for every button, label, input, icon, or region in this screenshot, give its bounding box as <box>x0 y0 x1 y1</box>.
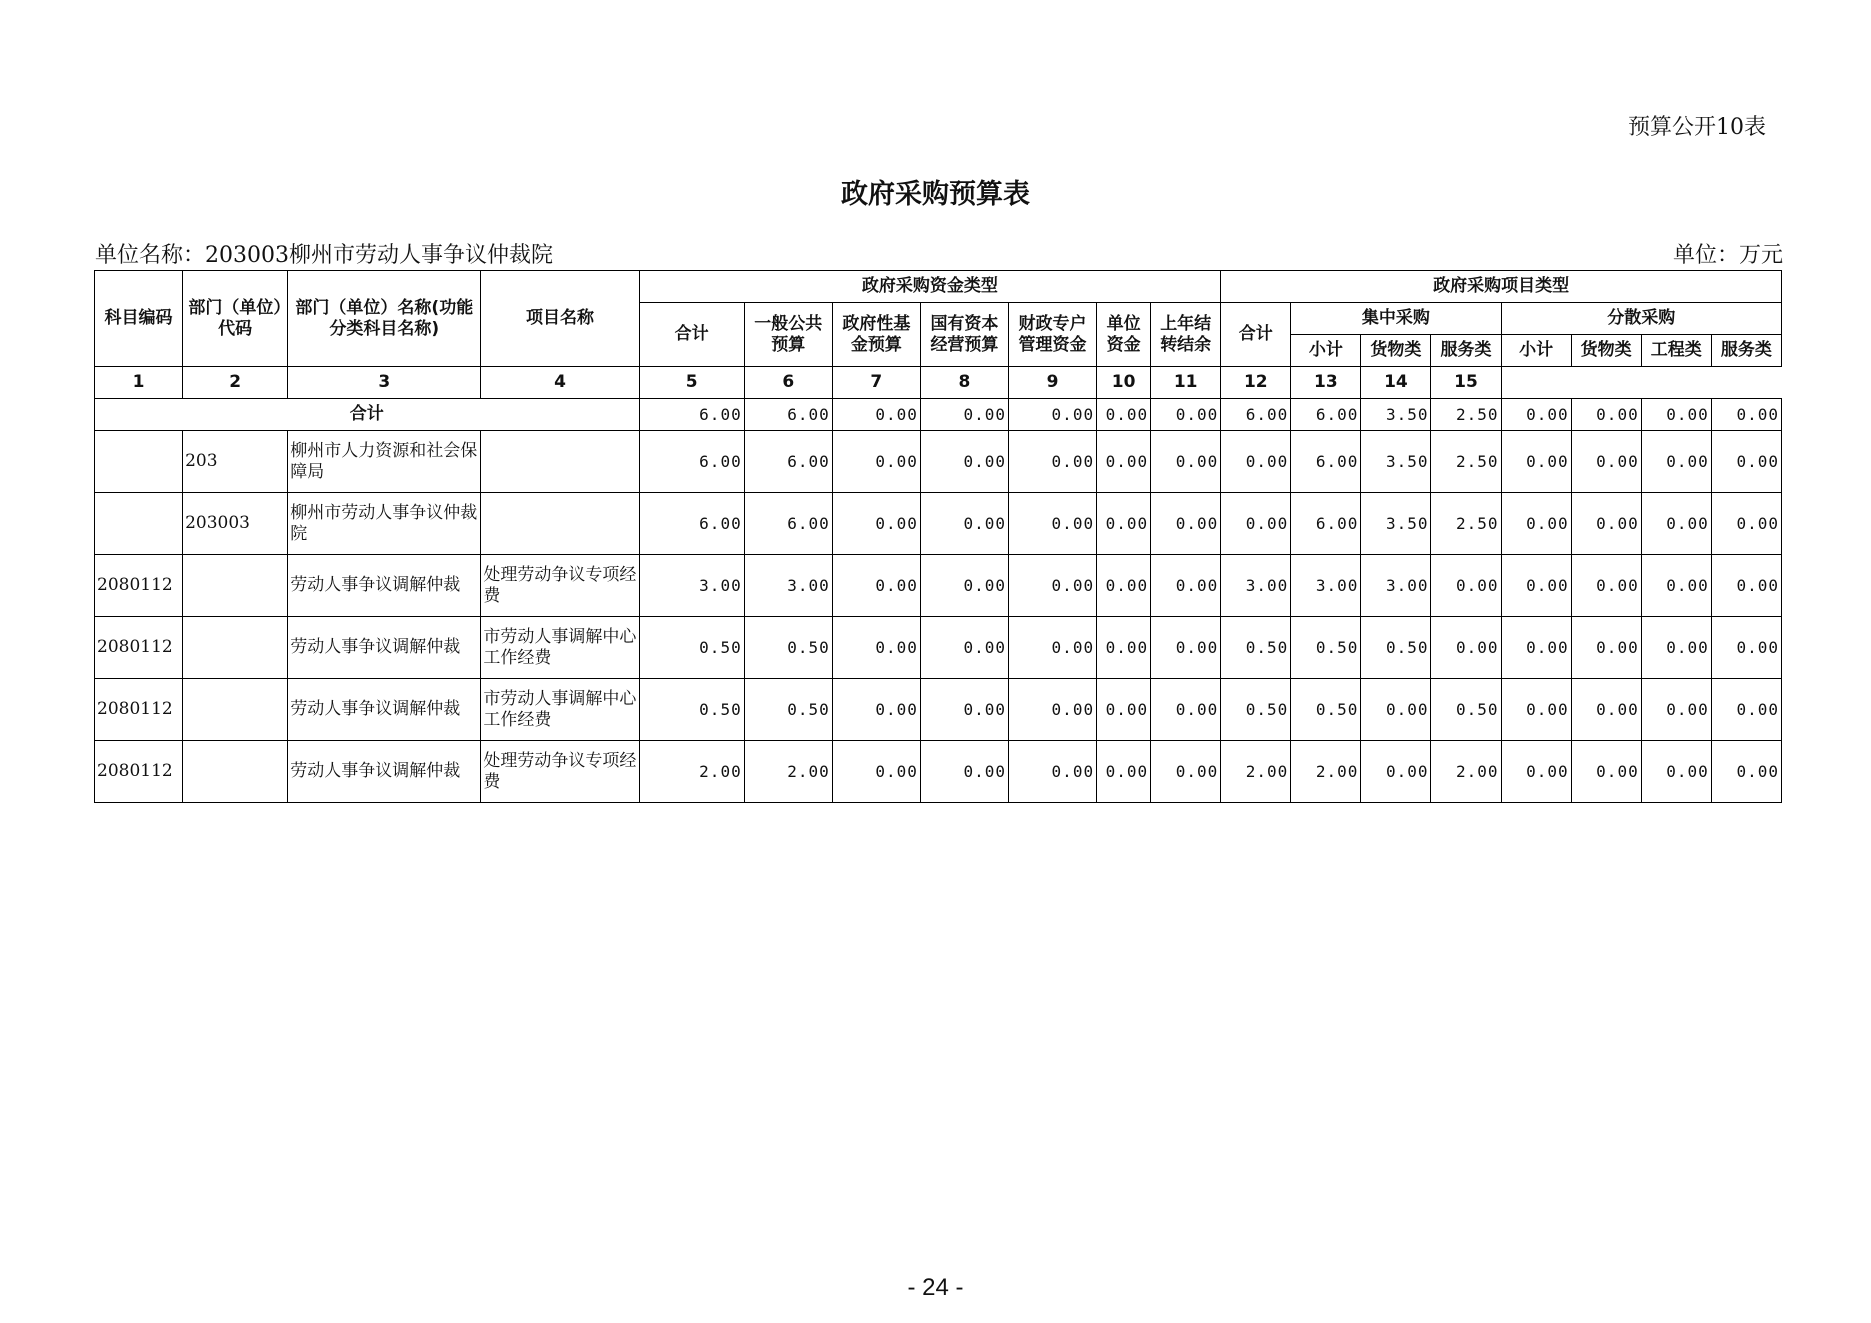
value-cell: 0.00 <box>1501 555 1571 617</box>
value-cell: 0.00 <box>1711 493 1781 555</box>
table-row <box>95 679 1782 741</box>
total-row <box>95 399 1782 431</box>
value-cell: 0.00 <box>1151 555 1221 617</box>
value-cell: 6.00 <box>1291 431 1361 493</box>
value-cell: 0.00 <box>1097 555 1151 617</box>
value-cell: 3.00 <box>744 555 832 617</box>
value-cell: 0.00 <box>832 679 920 741</box>
dept-code-cell <box>183 617 288 679</box>
value-cell: 3.00 <box>639 555 744 617</box>
dept-code-cell: 203 <box>183 431 288 493</box>
value-cell: 0.00 <box>1711 741 1781 803</box>
fund-col-header: 财政专户管理资金 <box>1008 303 1096 367</box>
total-value-cell: 0.00 <box>1711 399 1781 431</box>
total-value-cell: 0.00 <box>832 399 920 431</box>
value-cell: 0.00 <box>1501 679 1571 741</box>
dept-code-cell <box>183 679 288 741</box>
value-cell: 2.00 <box>639 741 744 803</box>
total-value-cell: 6.00 <box>1291 399 1361 431</box>
value-cell: 0.00 <box>1361 679 1431 741</box>
value-cell: 0.50 <box>1361 617 1431 679</box>
fund-col-header: 合计 <box>639 303 744 367</box>
value-cell: 0.50 <box>1431 679 1501 741</box>
total-value-cell: 6.00 <box>1221 399 1291 431</box>
decentralized-col-header: 货物类 <box>1571 335 1641 367</box>
dept-code-cell: 203003 <box>183 493 288 555</box>
total-label: 合计 <box>95 399 640 431</box>
value-cell: 0.00 <box>1097 617 1151 679</box>
value-cell: 0.00 <box>1571 741 1641 803</box>
value-cell: 0.00 <box>1641 617 1711 679</box>
total-value-cell: 6.00 <box>744 399 832 431</box>
header-row-1 <box>95 271 1782 303</box>
project-name-cell: 处理劳动争议专项经费 <box>481 741 639 803</box>
value-cell: 0.00 <box>1221 431 1291 493</box>
dept-name-cell: 劳动人事争议调解仲裁 <box>288 741 481 803</box>
subject-code-cell: 2080112 <box>95 555 183 617</box>
value-cell: 0.00 <box>920 617 1008 679</box>
index-cell: 9 <box>1008 367 1096 399</box>
value-cell: 0.50 <box>639 679 744 741</box>
fund-col-header: 一般公共预算 <box>744 303 832 367</box>
decentralized-col-header: 服务类 <box>1711 335 1781 367</box>
index-row <box>95 367 1782 399</box>
index-cell: 2 <box>183 367 288 399</box>
fund-col-header: 政府性基金预算 <box>832 303 920 367</box>
index-cell: 3 <box>288 367 481 399</box>
dept-code-cell <box>183 741 288 803</box>
value-cell: 0.00 <box>1711 555 1781 617</box>
value-cell: 0.00 <box>920 431 1008 493</box>
dept-name-cell: 劳动人事争议调解仲裁 <box>288 617 481 679</box>
value-cell: 0.00 <box>1151 617 1221 679</box>
value-cell: 2.00 <box>744 741 832 803</box>
table-row <box>95 431 1782 493</box>
value-cell: 0.00 <box>1221 493 1291 555</box>
value-cell: 0.00 <box>1501 617 1571 679</box>
value-cell: 0.00 <box>1097 431 1151 493</box>
index-cell: 7 <box>832 367 920 399</box>
value-cell: 6.00 <box>744 493 832 555</box>
index-cell: 12 <box>1221 367 1291 399</box>
value-cell: 0.00 <box>1641 431 1711 493</box>
total-value-cell: 6.00 <box>639 399 744 431</box>
value-cell: 0.00 <box>1097 493 1151 555</box>
value-cell: 3.00 <box>1221 555 1291 617</box>
value-cell: 0.00 <box>1711 617 1781 679</box>
fund-col-header: 国有资本经营预算 <box>920 303 1008 367</box>
unit-name: 单位名称：203003柳州市劳动人事争议仲裁院 <box>95 243 553 268</box>
project-name-cell: 市劳动人事调解中心工作经费 <box>481 679 639 741</box>
value-cell: 0.00 <box>1008 431 1096 493</box>
value-cell: 0.00 <box>1008 493 1096 555</box>
value-cell: 6.00 <box>744 431 832 493</box>
value-cell: 6.00 <box>1291 493 1361 555</box>
value-cell: 0.00 <box>1151 493 1221 555</box>
value-cell: 0.00 <box>1571 679 1641 741</box>
index-cell: 5 <box>639 367 744 399</box>
document-title: 政府采购预算表 <box>841 179 1030 210</box>
table-code: 预算公开10表 <box>1628 115 1766 140</box>
centralized-col-header: 服务类 <box>1431 335 1501 367</box>
total-value-cell: 2.50 <box>1431 399 1501 431</box>
page-number: - 24 - <box>907 1274 964 1301</box>
currency-unit: 单位：万元 <box>1672 243 1783 268</box>
subject-code-cell: 2080112 <box>95 741 183 803</box>
value-cell: 2.00 <box>1221 741 1291 803</box>
value-cell: 0.00 <box>920 741 1008 803</box>
value-cell: 0.00 <box>1431 555 1501 617</box>
value-cell: 0.00 <box>1008 741 1096 803</box>
table-row <box>95 493 1782 555</box>
dept-code-header: 部门（单位）代码 <box>183 271 288 367</box>
value-cell: 0.00 <box>1571 555 1641 617</box>
fund-type-group-header: 政府采购资金类型 <box>639 271 1221 303</box>
value-cell: 0.00 <box>1571 617 1641 679</box>
procurement-budget-table <box>94 270 1782 803</box>
value-cell: 3.50 <box>1361 431 1431 493</box>
value-cell: 0.00 <box>1151 679 1221 741</box>
value-cell: 0.00 <box>1571 493 1641 555</box>
dept-name-cell: 柳州市劳动人事争议仲裁院 <box>288 493 481 555</box>
index-cell: 15 <box>1431 367 1501 399</box>
value-cell: 3.00 <box>1361 555 1431 617</box>
value-cell: 2.50 <box>1431 493 1501 555</box>
value-cell: 0.00 <box>1641 493 1711 555</box>
table-row <box>95 741 1782 803</box>
value-cell: 0.00 <box>832 431 920 493</box>
project-name-cell: 处理劳动争议专项经费 <box>481 555 639 617</box>
value-cell: 0.50 <box>1291 617 1361 679</box>
project-type-group-header: 政府采购项目类型 <box>1221 271 1782 303</box>
value-cell: 0.00 <box>832 741 920 803</box>
total-value-cell: 3.50 <box>1361 399 1431 431</box>
value-cell: 6.00 <box>639 431 744 493</box>
value-cell: 0.00 <box>832 555 920 617</box>
value-cell: 0.50 <box>1221 617 1291 679</box>
value-cell: 6.00 <box>639 493 744 555</box>
value-cell: 0.50 <box>1291 679 1361 741</box>
value-cell: 0.50 <box>744 679 832 741</box>
index-cell: 10 <box>1097 367 1151 399</box>
project-name-cell: 市劳动人事调解中心工作经费 <box>481 617 639 679</box>
project-name-cell <box>481 493 639 555</box>
table-row <box>95 555 1782 617</box>
value-cell: 0.00 <box>1151 431 1221 493</box>
value-cell: 0.00 <box>1008 617 1096 679</box>
value-cell: 0.00 <box>920 555 1008 617</box>
value-cell: 0.00 <box>832 617 920 679</box>
value-cell: 0.00 <box>1008 679 1096 741</box>
value-cell: 0.50 <box>639 617 744 679</box>
value-cell: 0.50 <box>1221 679 1291 741</box>
dept-name-cell: 劳动人事争议调解仲裁 <box>288 555 481 617</box>
value-cell: 0.00 <box>832 493 920 555</box>
value-cell: 3.50 <box>1361 493 1431 555</box>
value-cell: 0.00 <box>1097 679 1151 741</box>
total-value-cell: 0.00 <box>1501 399 1571 431</box>
subject-code-header: 科目编码 <box>95 271 183 367</box>
total-value-cell: 0.00 <box>1641 399 1711 431</box>
project-name-header: 项目名称 <box>481 271 639 367</box>
project-total-header: 合计 <box>1221 303 1291 367</box>
value-cell: 0.00 <box>1097 741 1151 803</box>
total-value-cell: 0.00 <box>1571 399 1641 431</box>
value-cell: 3.00 <box>1291 555 1361 617</box>
index-cell: 14 <box>1361 367 1431 399</box>
value-cell: 0.00 <box>1641 679 1711 741</box>
subject-code-cell <box>95 493 183 555</box>
value-cell: 0.00 <box>1501 741 1571 803</box>
index-cell: 6 <box>744 367 832 399</box>
value-cell: 0.00 <box>1151 741 1221 803</box>
dept-name-cell: 劳动人事争议调解仲裁 <box>288 679 481 741</box>
value-cell: 0.00 <box>1431 617 1501 679</box>
value-cell: 0.00 <box>1361 741 1431 803</box>
fund-col-header: 上年结转结余 <box>1151 303 1221 367</box>
decentralized-col-header: 工程类 <box>1641 335 1711 367</box>
value-cell: 0.00 <box>920 679 1008 741</box>
dept-name-header: 部门（单位）名称(功能分类科目名称) <box>288 271 481 367</box>
total-value-cell: 0.00 <box>1151 399 1221 431</box>
value-cell: 0.00 <box>1501 493 1571 555</box>
value-cell: 2.00 <box>1291 741 1361 803</box>
value-cell: 2.00 <box>1431 741 1501 803</box>
value-cell: 0.00 <box>1571 431 1641 493</box>
total-value-cell: 0.00 <box>920 399 1008 431</box>
value-cell: 0.00 <box>1008 555 1096 617</box>
project-name-cell <box>481 431 639 493</box>
fund-col-header: 单位资金 <box>1097 303 1151 367</box>
subject-code-cell: 2080112 <box>95 617 183 679</box>
index-cell: 4 <box>481 367 639 399</box>
subject-code-cell <box>95 431 183 493</box>
index-cell: 8 <box>920 367 1008 399</box>
dept-code-cell <box>183 555 288 617</box>
centralized-col-header: 小计 <box>1291 335 1361 367</box>
subject-code-cell: 2080112 <box>95 679 183 741</box>
index-cell: 13 <box>1291 367 1361 399</box>
value-cell: 0.00 <box>1641 741 1711 803</box>
decentralized-col-header: 小计 <box>1501 335 1571 367</box>
value-cell: 0.00 <box>1711 431 1781 493</box>
index-cell: 11 <box>1151 367 1221 399</box>
total-value-cell: 0.00 <box>1097 399 1151 431</box>
centralized-col-header: 货物类 <box>1361 335 1431 367</box>
table-row <box>95 617 1782 679</box>
value-cell: 2.50 <box>1431 431 1501 493</box>
value-cell: 0.00 <box>920 493 1008 555</box>
total-value-cell: 0.00 <box>1008 399 1096 431</box>
value-cell: 0.50 <box>744 617 832 679</box>
table-body <box>95 399 1782 803</box>
value-cell: 0.00 <box>1641 555 1711 617</box>
index-cell: 1 <box>95 367 183 399</box>
centralized-group-header: 集中采购 <box>1291 303 1501 335</box>
dept-name-cell: 柳州市人力资源和社会保障局 <box>288 431 481 493</box>
decentralized-group-header: 分散采购 <box>1501 303 1781 335</box>
value-cell: 0.00 <box>1501 431 1571 493</box>
value-cell: 0.00 <box>1711 679 1781 741</box>
